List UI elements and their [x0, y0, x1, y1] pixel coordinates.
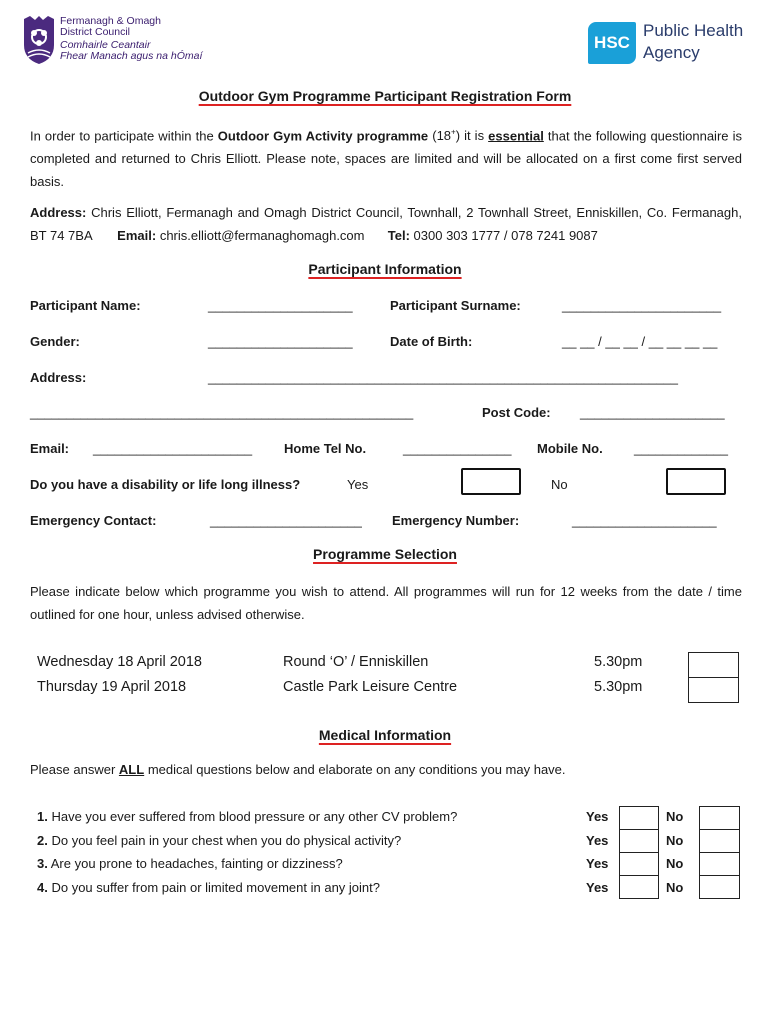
council-name-line3: Comhairle Ceantair: [60, 39, 151, 51]
participant-surname-label: Participant Surname:: [390, 298, 521, 313]
email-label: Email:: [117, 228, 157, 243]
home-tel-field[interactable]: _______________: [403, 441, 512, 456]
disability-question: Do you have a disability or life long illness?: [30, 477, 301, 492]
programme-row: [37, 654, 202, 670]
intro-programme: Outdoor Gym Activity programme: [217, 128, 429, 144]
address-label: Address:: [30, 205, 87, 220]
council-name-line2: District Council: [60, 26, 131, 38]
disability-yes-label: Yes: [347, 477, 369, 492]
disability-no-box[interactable]: [666, 468, 726, 495]
medical-yes-checkbox-4[interactable]: [620, 876, 659, 899]
medical-yes-label: Yes: [586, 833, 609, 848]
intro-text-a: In order to participate within the: [30, 128, 214, 144]
address-paragraph: [30, 201, 742, 247]
address-field-label: Address:: [30, 370, 87, 385]
medical-yes-checkbox-2[interactable]: [620, 830, 659, 853]
programme-instructions: Please indicate below which programme you wish to attend. All programmes will run for 12 weeks from the date / time outlined for one hour, unless advised otherwise.: [30, 584, 742, 622]
medical-yes-label: Yes: [586, 856, 609, 871]
programme-date: Wednesday 18 April 2018: [37, 654, 202, 670]
hsc-badge: HSC: [588, 22, 636, 64]
medical-yes-boxes: [619, 806, 659, 899]
medical-no-checkbox-3[interactable]: [700, 853, 740, 876]
dob-field[interactable]: __ __ / __ __ / __ __ __ __: [562, 334, 718, 349]
participant-name-label: Participant Name:: [30, 298, 141, 313]
medical-yes-checkbox-1[interactable]: [620, 807, 659, 830]
programme-venue: Round ‘O’ / Enniskillen: [283, 654, 429, 670]
dob-label: Date of Birth:: [390, 334, 473, 349]
medical-all: ALL: [118, 762, 145, 777]
emergency-number-field[interactable]: ____________________: [572, 513, 717, 528]
disability-yes-box[interactable]: [461, 468, 521, 495]
medical-yes-label: Yes: [586, 880, 609, 895]
hsc-logo: [588, 20, 748, 68]
emergency-contact-label: Emergency Contact:: [30, 513, 157, 528]
intro-age: (18+) it is: [432, 128, 485, 144]
medical-question: 3. Are you prone to headaches, fainting or dizziness?: [37, 856, 343, 871]
programme-heading: Programme Selection: [313, 546, 457, 562]
medical-no-label: No: [666, 833, 684, 848]
programme-row: [37, 679, 186, 695]
programme-time: 5.30pm: [594, 654, 643, 670]
emergency-number-label: Emergency Number:: [392, 513, 520, 528]
postcode-field[interactable]: ____________________: [580, 405, 725, 420]
hsc-name-line1: Public Health: [643, 21, 744, 40]
medical-no-label: No: [666, 856, 684, 871]
form-title: Outdoor Gym Programme Participant Registration Form: [198, 88, 572, 104]
tel-label: Tel:: [387, 228, 410, 243]
programme-time: 5.30pm: [594, 679, 643, 695]
medical-instructions: Please answer ALL medical questions below and elaborate on any conditions you may have.: [30, 762, 566, 777]
programme-checkbox-2[interactable]: [689, 678, 739, 703]
medical-no-checkbox-2[interactable]: [700, 830, 740, 853]
medical-no-label: No: [666, 809, 684, 824]
gender-field[interactable]: ____________________: [208, 334, 353, 349]
medical-heading: Medical Information: [318, 727, 452, 743]
programme-checkbox-1[interactable]: [689, 653, 739, 678]
mobile-label: Mobile No.: [537, 441, 603, 456]
council-name-line1: Fermanagh & Omagh: [60, 15, 161, 27]
medical-question: 4. Do you suffer from pain or limited movement in any joint?: [37, 880, 380, 895]
medical-no-checkbox-1[interactable]: [700, 807, 740, 830]
medical-question: 1. Have you ever suffered from blood pressure or any other CV problem?: [37, 809, 458, 824]
intro-text-c: that the following questionnaire is completed and returned to Chris Elliott. Please note, spaces are limited and will be allocated on a first come first served basis.: [30, 128, 742, 190]
medical-no-checkbox-4[interactable]: [700, 876, 740, 899]
emergency-contact-field[interactable]: _____________________: [210, 513, 362, 528]
contact-tel: 0300 303 1777 / 078 7241 9087: [413, 228, 598, 243]
medical-yes-checkbox-3[interactable]: [620, 853, 659, 876]
programme-date: Thursday 19 April 2018: [37, 679, 187, 695]
medical-yes-label: Yes: [586, 809, 609, 824]
postcode-label: Post Code:: [482, 405, 551, 420]
council-crest-icon: [22, 15, 56, 65]
participant-heading: Participant Information: [308, 261, 462, 277]
council-name-line4: Fhear Manach agus na hÓmaí: [60, 50, 203, 62]
medical-no-label: No: [666, 880, 684, 895]
programme-venue: Castle Park Leisure Centre: [283, 679, 458, 695]
intro-essential: essential: [488, 128, 544, 144]
contact-email[interactable]: chris.elliott@fermanaghomagh.com: [159, 228, 365, 243]
council-logo: [22, 15, 203, 67]
mobile-field[interactable]: _____________: [634, 441, 728, 456]
participant-email-label: Email:: [30, 441, 70, 456]
home-tel-label: Home Tel No.: [284, 441, 367, 456]
address-field-line2[interactable]: _____________________________________________________: [30, 405, 414, 420]
address-text: Chris Elliott, Fermanagh and Omagh District Council, Townhall, 2 Townhall Street, Enniskillen, Co. Fermanagh, BT 74 7BA: [30, 205, 742, 243]
medical-question: 2. Do you feel pain in your chest when you do physical activity?: [37, 833, 402, 848]
participant-name-field[interactable]: ____________________: [208, 298, 353, 313]
address-field-line1[interactable]: _________________________________________________________________: [208, 370, 678, 385]
programme-checkboxes: [688, 652, 739, 703]
medical-no-boxes: [699, 806, 740, 899]
participant-surname-field[interactable]: ______________________: [562, 298, 722, 313]
gender-label: Gender:: [30, 334, 80, 349]
hsc-name-line2: Agency: [643, 43, 700, 62]
participant-email-field[interactable]: ______________________: [93, 441, 253, 456]
intro-paragraph: [30, 121, 742, 193]
disability-no-label: No: [551, 477, 568, 492]
